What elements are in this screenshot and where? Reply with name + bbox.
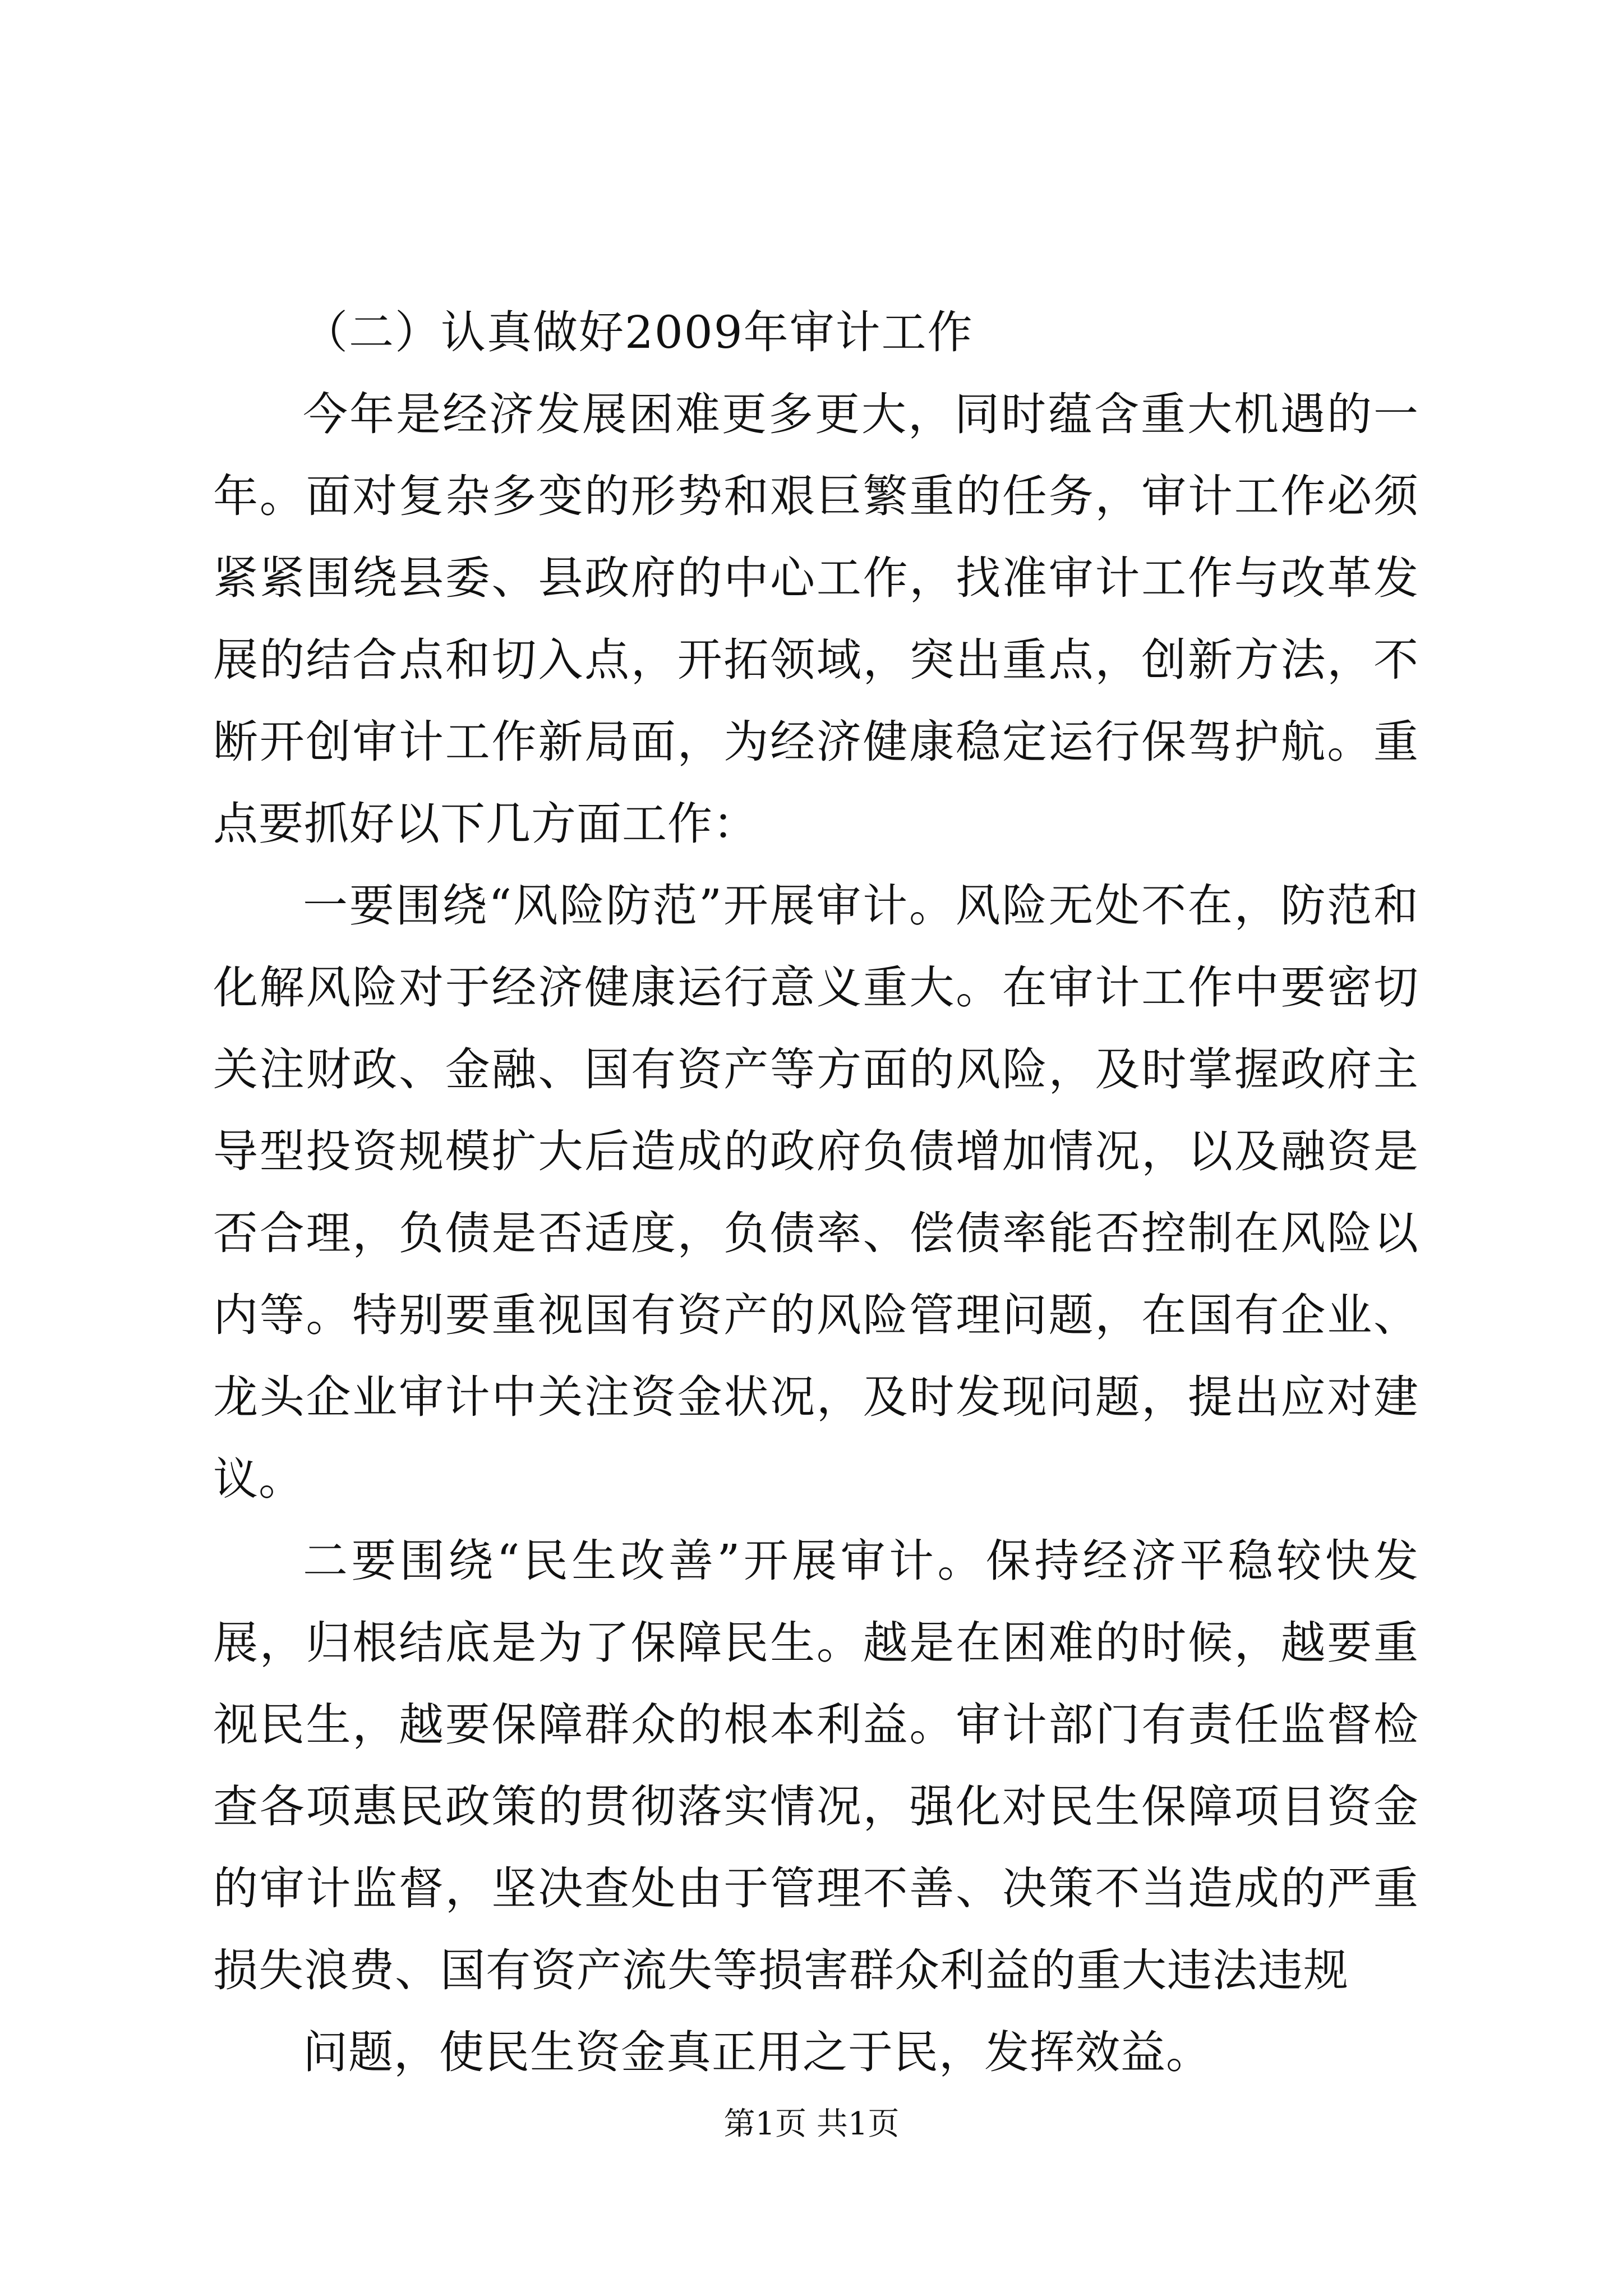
section-heading: （二）认真做好2009年审计工作 [303,306,974,358]
paragraph-livelihood-continued: 问题，使民生资金真正用之于民，发挥效益。 [303,2026,1211,2078]
page-number-footer: 第1页 共1页 [723,2106,900,2142]
paragraph-risk-prevention: 一要围绕“风险防范”开展审计。风险无处不在，防范和化解风险对于经济健康运行意义重大。在审计工作中要密切关注财政、金融、国有资产等方面的风险，及时掌握政府主导型投资规模扩大后造成的政府负债增加情况，以及融资是否合理，负债是否适度，负债率、偿债率能否控制在风险以内等。特别要重视国有资产的风险管理问题，在国有企业、龙头企业审计中关注资金状况，及时发现问题，提出应对建议。 [213,880,1419,1505]
document-body [213,292,1419,2093]
paragraph-intro: 今年是经济发展困难更多更大，同时蕴含重大机遇的一年。面对复杂多变的形势和艰巨繁重的任务，审计工作必须紧紧围绕县委、县政府的中心工作，找准审计工作与改革发展的结合点和切入点，开拓领域，突出重点，创新方法，不断开创审计工作新局面，为经济健康稳定运行保驾护航。重点要抓好以下几方面工作： [213,388,1419,850]
paragraph-livelihood: 二要围绕“民生改善”开展审计。保持经济平稳较快发展，归根结底是为了保障民生。越是在困难的时候，越要重视民生，越要保障群众的根本利益。审计部门有责任监督检查各项惠民政策的贯彻落实情况，强化对民生保障项目资金的审计监督，坚决查处由于管理不善、决策不当造成的严重损失浪费、国有资产流失等损害群众利益的重大违法违规 [213,1535,1419,1996]
